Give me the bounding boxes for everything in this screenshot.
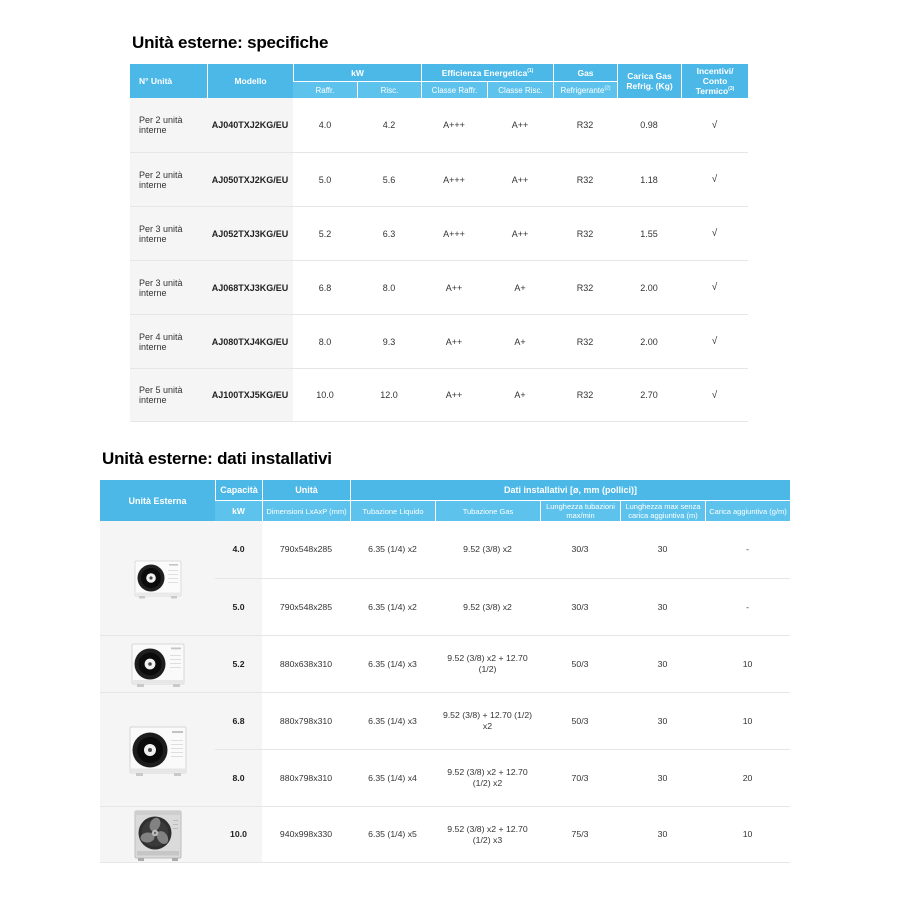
cell-kw-risc: 5.6	[357, 152, 421, 206]
cell-tubazione-liquido: 6.35 (1/4) x2	[350, 578, 435, 635]
checkmark: √	[681, 260, 748, 314]
outdoor-unit-cell	[100, 635, 215, 692]
table-row	[100, 806, 790, 863]
cell-carica: 2.00	[617, 260, 681, 314]
cell-capacita: 10.0	[215, 806, 262, 863]
cell-lunghezza-max: 30	[620, 578, 705, 635]
specifiche-table	[130, 64, 748, 422]
cell-carica-aggiuntiva: 10	[705, 635, 790, 692]
footnote-3: (3)	[728, 86, 735, 93]
cell-tubazione-liquido: 6.35 (1/4) x2	[350, 521, 435, 578]
cell-classe-risc: A+	[487, 260, 553, 314]
header-classe-raffr: Classe Raffr.	[421, 81, 487, 98]
footnote-2: (2)	[604, 84, 611, 91]
cell-n-unita: Per 2 unità interne	[130, 98, 207, 152]
header-carica-aggiuntiva: Carica aggiuntiva (g/m)	[705, 500, 790, 521]
header-refrigerante	[553, 81, 617, 98]
cell-dimensioni: 790x548x285	[262, 521, 350, 578]
cell-tubazione-gas: 9.52 (3/8) + 12.70 (1/2) x2	[435, 692, 540, 749]
cell-lunghezza: 50/3	[540, 635, 620, 692]
cell-lunghezza-max: 30	[620, 635, 705, 692]
cell-gas: R32	[553, 314, 617, 368]
cell-n-unita: Per 3 unità interne	[130, 260, 207, 314]
cell-n-unita: Per 4 unità interne	[130, 314, 207, 368]
cell-kw-raffr: 6.8	[293, 260, 357, 314]
cell-capacita: 6.8	[215, 692, 262, 749]
cell-lunghezza: 75/3	[540, 806, 620, 863]
cell-dimensioni: 880x798x310	[262, 749, 350, 806]
ac-outdoor-unit-icon	[129, 639, 187, 689]
header-dati-installativi: Dati installativi [ø, mm (pollici)]	[350, 480, 790, 500]
checkmark: √	[681, 152, 748, 206]
header-kw-raffr: Raffr.	[293, 81, 357, 98]
cell-classe-risc: A++	[487, 206, 553, 260]
cell-gas: R32	[553, 206, 617, 260]
cell-carica-aggiuntiva: -	[705, 578, 790, 635]
cell-tubazione-gas: 9.52 (3/8) x2 + 12.70 (1/2) x2	[435, 749, 540, 806]
checkmark: √	[681, 368, 748, 422]
specifiche-section	[130, 32, 748, 422]
cell-carica: 2.00	[617, 314, 681, 368]
cell-gas: R32	[553, 152, 617, 206]
cell-dimensioni: 790x548x285	[262, 578, 350, 635]
dati-installativi-table	[100, 480, 790, 863]
header-dimensioni: Dimensioni LxAxP (mm)	[262, 500, 350, 521]
header-unita: Unità	[262, 480, 350, 500]
header-incentivi-line1: Incentivi/	[696, 66, 734, 76]
cell-classe-raffr: A++	[421, 260, 487, 314]
header-incentivi-line2: Conto Termico	[695, 76, 729, 96]
outdoor-unit-880-638-image	[100, 636, 215, 692]
header-modello: Modello	[207, 64, 293, 98]
outdoor-unit-940-image	[100, 807, 215, 862]
cell-modello: AJ068TXJ3KG/EU	[207, 260, 293, 314]
cell-lunghezza-max: 30	[620, 521, 705, 578]
outdoor-unit-cell	[100, 521, 215, 635]
cell-tubazione-gas: 9.52 (3/8) x2	[435, 578, 540, 635]
cell-modello: AJ080TXJ4KG/EU	[207, 314, 293, 368]
header-lunghezza-tubazioni: Lunghezza tubazioni max/min	[540, 500, 620, 521]
cell-modello: AJ052TXJ3KG/EU	[207, 206, 293, 260]
cell-gas: R32	[553, 260, 617, 314]
header-gas: Gas	[553, 64, 617, 81]
cell-classe-raffr: A++	[421, 314, 487, 368]
cell-classe-risc: A++	[487, 98, 553, 152]
cell-capacita: 8.0	[215, 749, 262, 806]
cell-capacita: 5.0	[215, 578, 262, 635]
cell-dimensioni: 940x998x330	[262, 806, 350, 863]
header-unita-esterna: Unità Esterna	[100, 480, 215, 521]
cell-modello: AJ050TXJ2KG/EU	[207, 152, 293, 206]
cell-carica-aggiuntiva: 10	[705, 806, 790, 863]
cell-carica: 0.98	[617, 98, 681, 152]
dati-installativi-section	[100, 448, 790, 863]
footnote-1: (1)	[527, 67, 534, 74]
cell-classe-risc: A+	[487, 368, 553, 422]
cell-kw-raffr: 5.2	[293, 206, 357, 260]
cell-tubazione-liquido: 6.35 (1/4) x3	[350, 635, 435, 692]
dati-installativi-title: Unità esterne: dati installativi	[102, 449, 332, 468]
cell-carica-aggiuntiva: 10	[705, 692, 790, 749]
cell-tubazione-gas: 9.52 (3/8) x2 + 12.70 (1/2) x3	[435, 806, 540, 863]
outdoor-unit-cell	[100, 806, 215, 863]
table-row	[130, 314, 748, 368]
cell-kw-raffr: 5.0	[293, 152, 357, 206]
cell-lunghezza: 30/3	[540, 521, 620, 578]
header-kw-risc: Risc.	[357, 81, 421, 98]
cell-lunghezza: 50/3	[540, 692, 620, 749]
header-kw: kW	[215, 500, 262, 521]
cell-classe-raffr: A++	[421, 368, 487, 422]
table-row	[130, 98, 748, 152]
cell-kw-risc: 9.3	[357, 314, 421, 368]
cell-lunghezza: 70/3	[540, 749, 620, 806]
cell-carica: 2.70	[617, 368, 681, 422]
header-n-unita: N° Unità	[130, 64, 207, 98]
checkmark: √	[681, 98, 748, 152]
checkmark: √	[681, 314, 748, 368]
cell-lunghezza-max: 30	[620, 749, 705, 806]
header-capacita: Capacità	[215, 480, 262, 500]
cell-n-unita: Per 3 unità interne	[130, 206, 207, 260]
header-incentivi	[681, 64, 748, 98]
table-row	[100, 692, 790, 749]
checkmark: √	[681, 206, 748, 260]
cell-classe-raffr: A+++	[421, 206, 487, 260]
cell-tubazione-liquido: 6.35 (1/4) x3	[350, 692, 435, 749]
cell-kw-risc: 6.3	[357, 206, 421, 260]
ac-outdoor-unit-icon	[132, 556, 184, 600]
cell-kw-risc: 8.0	[357, 260, 421, 314]
cell-n-unita: Per 5 unità interne	[130, 368, 207, 422]
table-row	[100, 521, 790, 578]
table-row	[130, 260, 748, 314]
cell-carica-aggiuntiva: -	[705, 521, 790, 578]
cell-carica: 1.55	[617, 206, 681, 260]
outdoor-unit-790-image	[100, 521, 215, 635]
header-classe-risc: Classe Risc.	[487, 81, 553, 98]
cell-lunghezza: 30/3	[540, 578, 620, 635]
table-row	[130, 152, 748, 206]
cell-carica: 1.18	[617, 152, 681, 206]
cell-dimensioni: 880x638x310	[262, 635, 350, 692]
cell-modello: AJ100TXJ5KG/EU	[207, 368, 293, 422]
header-tubazione-liquido: Tubazione Liquido	[350, 500, 435, 521]
cell-capacita: 4.0	[215, 521, 262, 578]
table-row	[130, 206, 748, 260]
cell-classe-raffr: A+++	[421, 152, 487, 206]
cell-classe-risc: A++	[487, 152, 553, 206]
cell-tubazione-gas: 9.52 (3/8) x2	[435, 521, 540, 578]
outdoor-unit-880-798-image	[100, 693, 215, 806]
cell-carica-aggiuntiva: 20	[705, 749, 790, 806]
cell-lunghezza-max: 30	[620, 806, 705, 863]
cell-capacita: 5.2	[215, 635, 262, 692]
outdoor-unit-cell	[100, 692, 215, 806]
cell-gas: R32	[553, 98, 617, 152]
cell-tubazione-liquido: 6.35 (1/4) x5	[350, 806, 435, 863]
ac-outdoor-unit-icon	[127, 722, 189, 778]
header-tubazione-gas: Tubazione Gas	[435, 500, 540, 521]
cell-kw-risc: 4.2	[357, 98, 421, 152]
cell-classe-risc: A+	[487, 314, 553, 368]
cell-lunghezza-max: 30	[620, 692, 705, 749]
header-efficienza	[421, 64, 553, 81]
cell-dimensioni: 880x798x310	[262, 692, 350, 749]
header-row-main	[100, 480, 790, 500]
specifiche-title: Unità esterne: specifiche	[132, 33, 329, 52]
cell-kw-raffr: 10.0	[293, 368, 357, 422]
table-row	[100, 635, 790, 692]
header-kw: kW	[293, 64, 421, 81]
header-row-main	[130, 64, 748, 81]
header-lunghezza-max: Lunghezza max senza carica aggiuntiva (m)	[620, 500, 705, 521]
cell-kw-raffr: 8.0	[293, 314, 357, 368]
cell-gas: R32	[553, 368, 617, 422]
header-efficienza-label: Efficienza Energetica	[441, 67, 528, 78]
cell-n-unita: Per 2 unità interne	[130, 152, 207, 206]
header-refrigerante-label: Refrigerante	[560, 85, 605, 95]
cell-kw-risc: 12.0	[357, 368, 421, 422]
header-carica-gas: Carica Gas Refrig. (Kg)	[617, 64, 681, 98]
cell-tubazione-gas: 9.52 (3/8) x2 + 12.70 (1/2)	[435, 635, 540, 692]
table-row	[130, 368, 748, 422]
cell-tubazione-liquido: 6.35 (1/4) x4	[350, 749, 435, 806]
cell-kw-raffr: 4.0	[293, 98, 357, 152]
cell-classe-raffr: A+++	[421, 98, 487, 152]
ac-outdoor-unit-icon	[131, 808, 185, 862]
cell-modello: AJ040TXJ2KG/EU	[207, 98, 293, 152]
